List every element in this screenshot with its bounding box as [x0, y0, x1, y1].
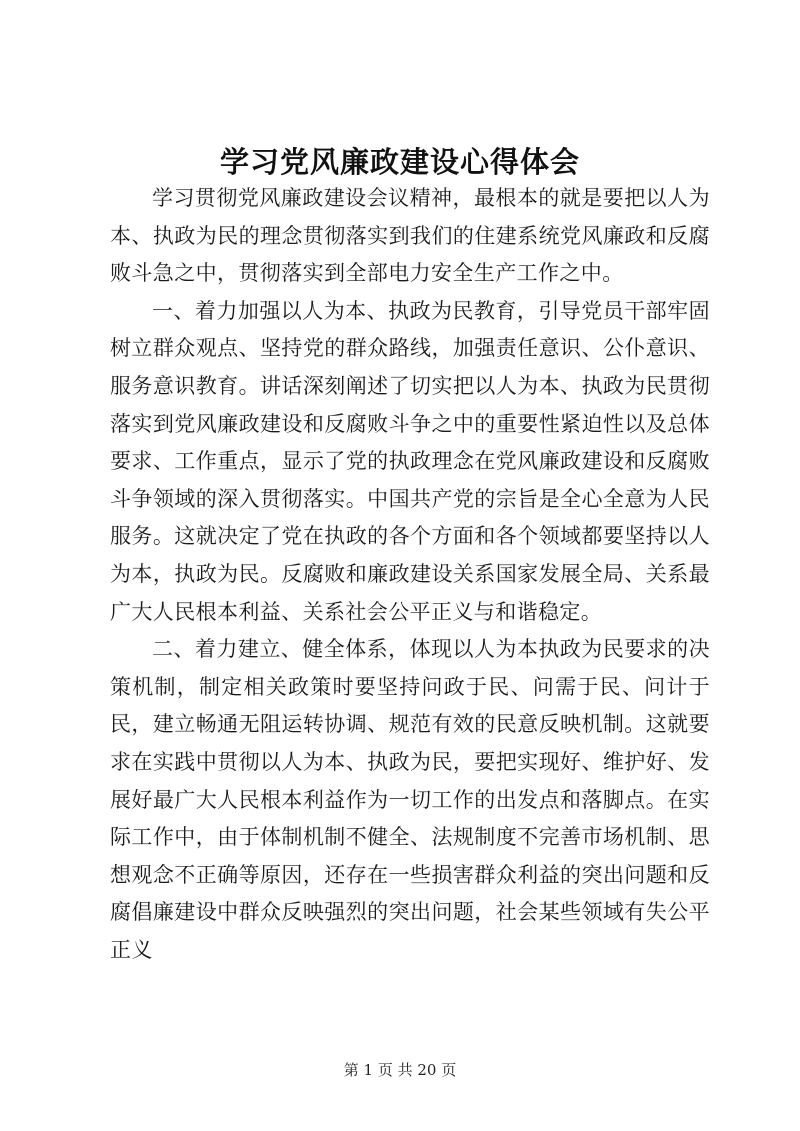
document-body [110, 180, 710, 969]
document-title: 学习党风廉政建设心得体会 [219, 145, 580, 179]
page-number-footer: 第 1 页 共 20 页 [343, 1061, 457, 1079]
paragraph-section-two: 二、着力建立、健全体系，体现以人为本执政为民要求的决策机制，制定相关政策时要坚持问政于民、问需于民、问计于民，建立畅通无阻运转协调、规范有效的民意反映机制。这就要求在实践中贯彻以人为本、执政为民，要把实现好、维护好、发展好最广大人民根本利益作为一切工作的出发点和落脚点。在实际工作中，由于体制机制不健全、法规制度不完善市场机制、思想观念不正确等原因，还存在一些损害群众利益的突出问题和反腐倡廉建设中群众反映强烈的突出问题，社会某些领域有失公平正义 [110, 637, 710, 962]
paragraph-section-one: 一、着力加强以人为本、执政为民教育，引导党员干部牢固树立群众观点、坚持党的群众路线，加强责任意识、公仆意识、服务意识教育。讲话深刻阐述了切实把以人为本、执政为民贯彻落实到党风廉政建设和反腐败斗争之中的重要性紧迫性以及总体要求、工作重点，显示了党的执政理念在党风廉政建设和反腐败斗争领域的深入贯彻落实。中国共产党的宗旨是全心全意为人民服务。这就决定了党在执政的各个方面和各个领域都要坚持以人为本，执政为民。反腐败和廉政建设关系国家发展全局、关系最广大人民根本利益、关系社会公平正义与和谐稳定。 [110, 298, 710, 624]
paragraph-intro: 学习贯彻党风廉政建设会议精神，最根本的就是要把以人为本、执政为民的理念贯彻落实到我们的住建系统党风廉政和反腐败斗急之中，贯彻落实到全部电力安全生产工作之中。 [110, 186, 710, 286]
